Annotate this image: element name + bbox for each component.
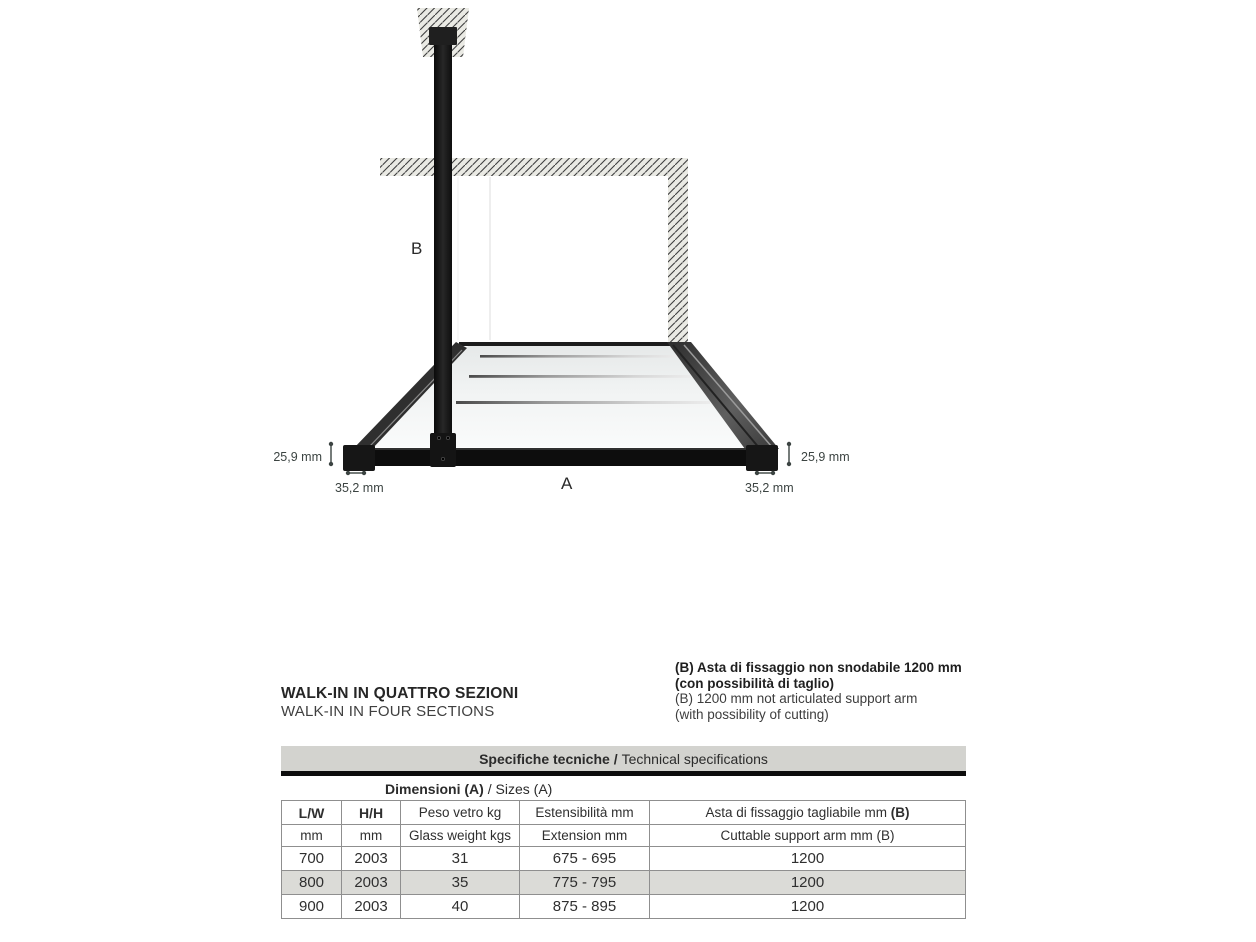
table-row-800	[282, 871, 966, 895]
table-row-700	[282, 847, 966, 871]
table-header-row-2	[282, 825, 966, 847]
cell-extension: 775 - 795	[520, 871, 650, 895]
header-support-arm-it: Asta di fissaggio tagliabile mm (B)	[650, 801, 966, 825]
header-lw-unit: mm	[282, 825, 342, 847]
header-glass-weight-it: Peso vetro kg	[401, 801, 520, 825]
note-it-line1: (B) Asta di fissaggio non snodabile 1200 mm	[675, 660, 962, 675]
cell-extension: 875 - 895	[520, 895, 650, 919]
cell-support-arm: 1200	[650, 895, 966, 919]
banner-divider-bar	[281, 771, 966, 776]
cell-support-arm: 1200	[650, 847, 966, 871]
dimensions-label-en: / Sizes (A)	[487, 781, 553, 797]
label-a: A	[561, 474, 573, 493]
cell-glass-weight: 35	[401, 871, 520, 895]
cell-width: 700	[282, 847, 342, 871]
track-end-cap-left	[343, 445, 375, 471]
note-en-line1: (B) 1200 mm not articulated support arm	[675, 691, 918, 706]
specs-banner-title-it: Specifiche tecniche /	[479, 750, 618, 767]
header-support-arm-en: Cuttable support arm mm (B)	[650, 825, 966, 847]
note-en-line2: (with possibility of cutting)	[675, 706, 829, 722]
dim-right-offset-label: 35,2 mm	[745, 481, 794, 495]
arm-foot-plate	[430, 433, 456, 467]
specifications-table	[281, 800, 966, 919]
cell-height: 2003	[342, 871, 401, 895]
specs-banner-title-en: Technical specifications	[621, 750, 768, 767]
header-hh: H/H	[342, 801, 401, 825]
header-hh-unit: mm	[342, 825, 401, 847]
cell-glass-weight: 31	[401, 847, 520, 871]
header-lw: L/W	[282, 801, 342, 825]
ceiling-bracket	[429, 27, 457, 45]
dim-left-offset-label: 35,2 mm	[335, 481, 384, 495]
table-row-900	[282, 895, 966, 919]
cell-width: 900	[282, 895, 342, 919]
table-header-row-1	[282, 801, 966, 825]
product-title-block	[281, 685, 518, 721]
header-extension-en: Extension mm	[520, 825, 650, 847]
panel-seam-1	[480, 355, 678, 358]
product-title-it: WALK-IN IN QUATTRO SEZIONI	[281, 685, 519, 702]
dim-left-height-label: 25,9 mm	[273, 450, 322, 464]
specs-banner	[281, 746, 966, 771]
cell-glass-weight: 40	[401, 895, 520, 919]
header-glass-weight-en: Glass weight kgs	[401, 825, 520, 847]
cell-width: 800	[282, 871, 342, 895]
panel-seam-3	[456, 401, 710, 404]
cell-extension: 675 - 695	[520, 847, 650, 871]
dim-right-height-label: 25,9 mm	[801, 450, 850, 464]
track-end-cap-right	[746, 445, 778, 471]
dimensions-label	[281, 779, 966, 799]
header-extension-it: Estensibilità mm	[520, 801, 650, 825]
panel-seam-2	[469, 375, 691, 378]
glass-edge-faint-lines	[458, 177, 490, 340]
cell-height: 2003	[342, 847, 401, 871]
note-it-line2: (con possibilità di taglio)	[675, 675, 835, 691]
dimensions-label-it: Dimensioni (A)	[385, 781, 484, 797]
cell-support-arm: 1200	[650, 871, 966, 895]
support-arm-note	[675, 660, 962, 722]
label-b: B	[411, 239, 423, 258]
cell-height: 2003	[342, 895, 401, 919]
product-title-en: WALK-IN IN FOUR SECTIONS	[281, 703, 495, 720]
bottom-track	[343, 445, 778, 471]
